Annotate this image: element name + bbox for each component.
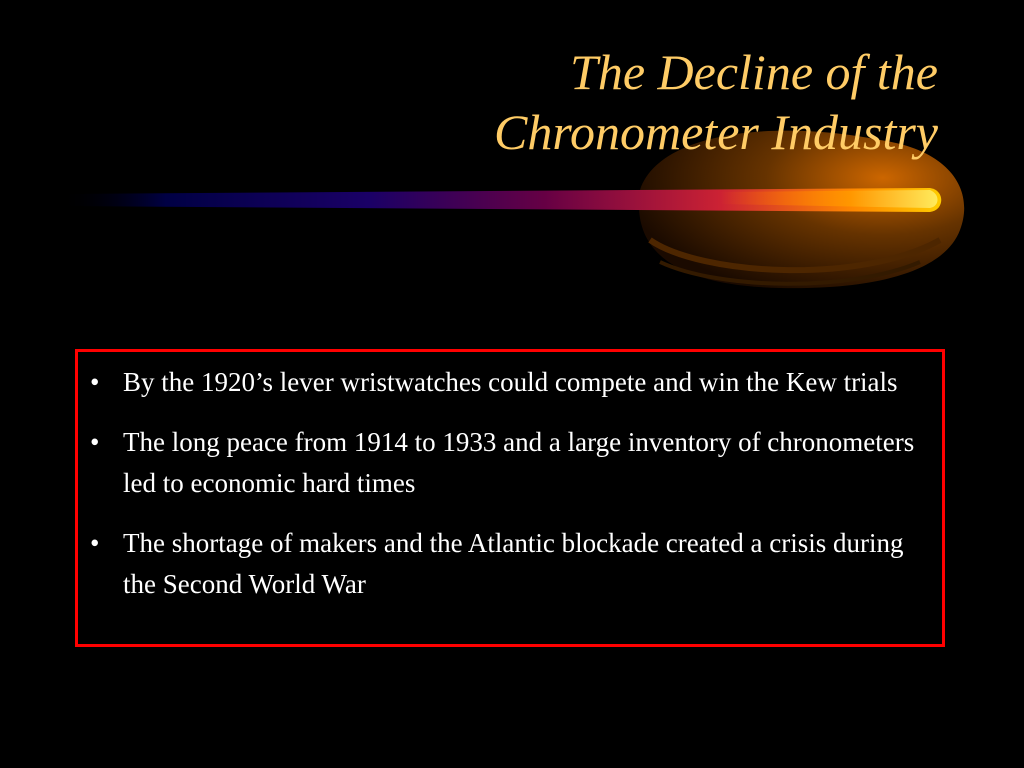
bullet-item xyxy=(88,422,938,504)
bullet-text: The shortage of makers and the Atlantic blockade created a crisis during the Second World War xyxy=(123,528,904,599)
title-line-2: Chronometer Industry xyxy=(494,104,938,160)
bullet-item xyxy=(88,362,938,403)
bullet-marker: • xyxy=(90,367,100,397)
bullet-marker: • xyxy=(90,427,100,457)
title-line-1: The Decline of the xyxy=(570,44,938,100)
bullet-marker: • xyxy=(90,528,100,558)
slide-title xyxy=(138,42,938,162)
bullet-text: The long peace from 1914 to 1933 and a large inventory of chronometers led to economic hard times xyxy=(123,427,915,498)
bullet-content-box xyxy=(75,349,945,647)
bullet-list xyxy=(88,362,938,624)
bullet-text: By the 1920’s lever wristwatches could compete and win the Kew trials xyxy=(123,367,898,397)
bullet-item xyxy=(88,523,938,605)
